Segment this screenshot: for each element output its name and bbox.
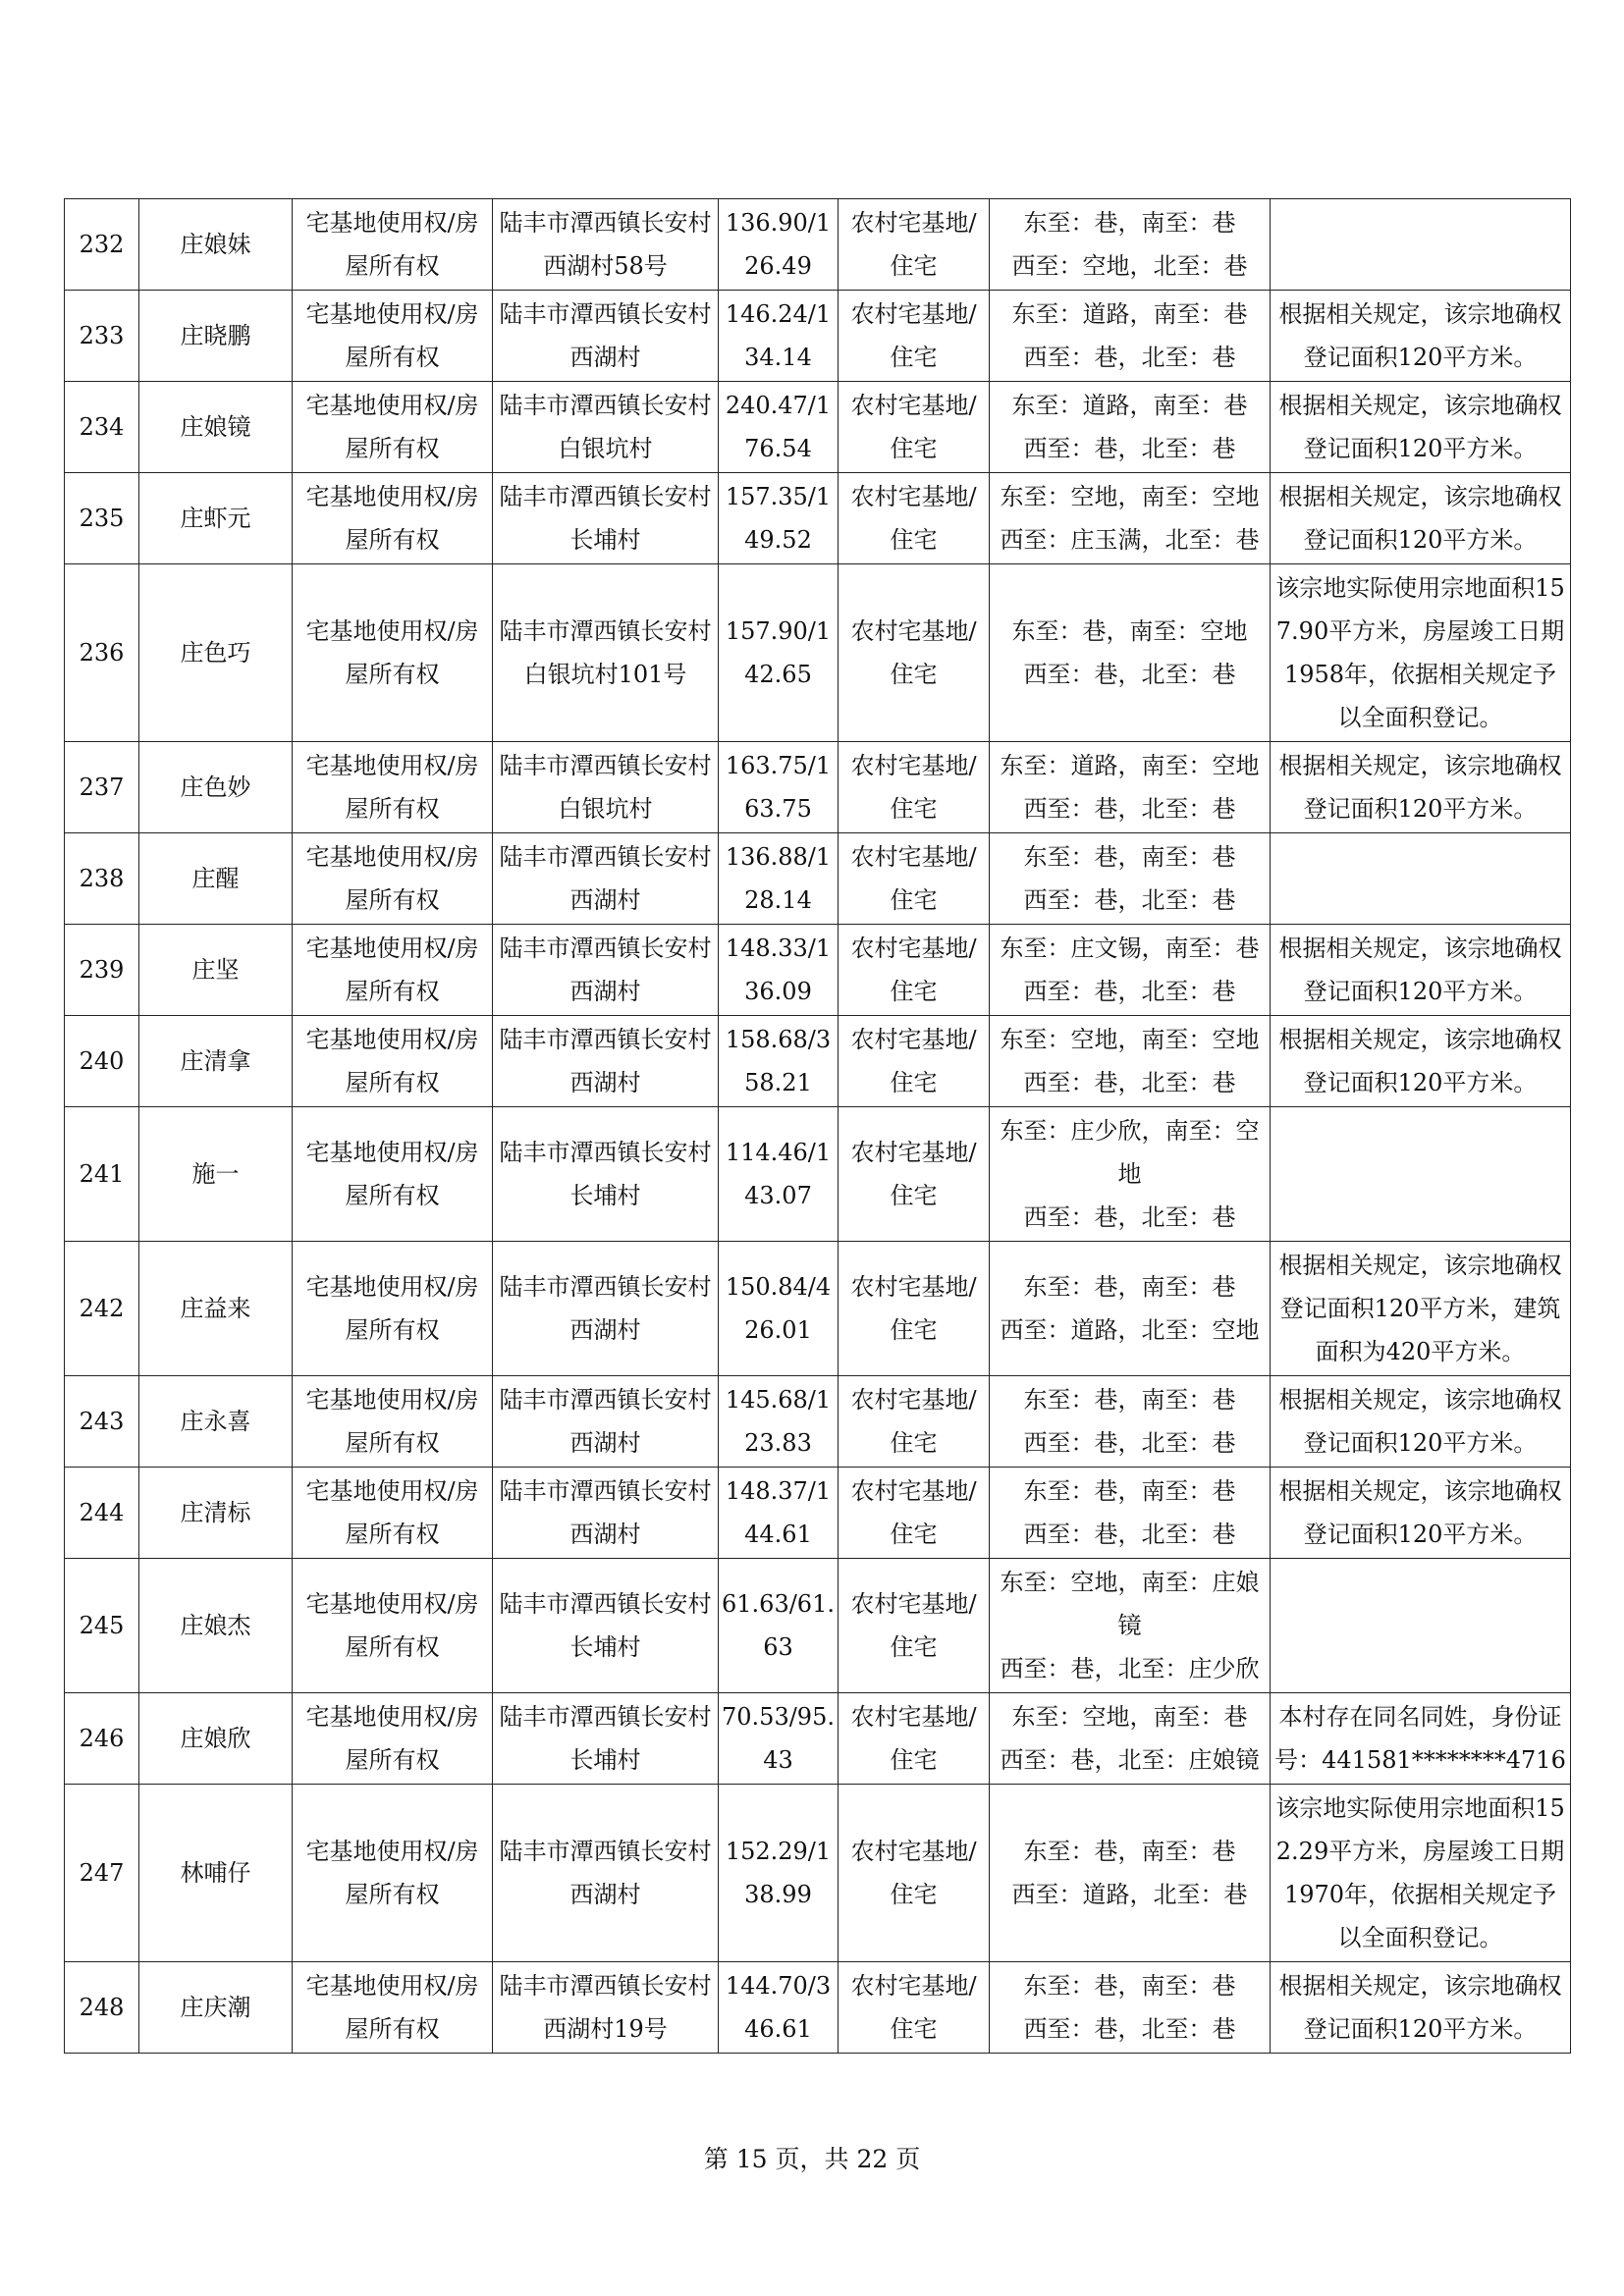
cell-right-type: 宅基地使用权/房屋所有权 xyxy=(293,1559,493,1693)
page-footer xyxy=(0,2145,1624,2174)
boundary-line: 东至：巷，南至：巷 xyxy=(1023,843,1236,871)
boundary-line: 西至：道路，北至：巷 xyxy=(1011,1881,1248,1908)
cell-name: 庄娘欣 xyxy=(139,1693,293,1785)
footer-suffix: 页 xyxy=(895,2145,921,2173)
cell-area: 70.53/95.43 xyxy=(719,1693,839,1785)
cell-boundary xyxy=(990,1242,1271,1376)
cell-remark: 根据相关规定，该宗地确权登记面积120平方米。 xyxy=(1271,1468,1571,1559)
cell-remark: 根据相关规定，该宗地确权登记面积120平方米。 xyxy=(1271,473,1571,564)
cell-number: 248 xyxy=(65,1962,139,2054)
cell-name: 庄娘镜 xyxy=(139,382,293,473)
cell-number: 237 xyxy=(65,742,139,833)
boundary-line: 东至：道路，南至：巷 xyxy=(1011,300,1248,328)
boundary-line: 西至：巷，北至：巷 xyxy=(1023,886,1236,914)
cell-right-type: 宅基地使用权/房屋所有权 xyxy=(293,291,493,382)
table-row xyxy=(65,291,1571,382)
boundary-line: 东至：空地，南至：庄娘镜 xyxy=(1000,1569,1260,1639)
cell-area: 144.70/346.61 xyxy=(719,1962,839,2054)
cell-area: 163.75/163.75 xyxy=(719,742,839,833)
cell-location: 陆丰市潭西镇长安村西湖村 xyxy=(493,291,719,382)
cell-boundary xyxy=(990,1785,1271,1962)
cell-location: 陆丰市潭西镇长安村长埔村 xyxy=(493,1559,719,1693)
table-row xyxy=(65,1376,1571,1468)
cell-boundary xyxy=(990,1376,1271,1468)
cell-use: 农村宅基地/住宅 xyxy=(839,742,990,833)
cell-number: 239 xyxy=(65,925,139,1016)
cell-use: 农村宅基地/住宅 xyxy=(839,1785,990,1962)
footer-total-pages: 22 xyxy=(856,2145,889,2173)
boundary-line: 东至：空地，南至：空地 xyxy=(1000,483,1260,510)
cell-area: 148.37/144.61 xyxy=(719,1468,839,1559)
boundary-line: 西至：巷，北至：巷 xyxy=(1023,1203,1236,1231)
boundary-line: 西至：巷，北至：巷 xyxy=(1023,661,1236,688)
table-row xyxy=(65,473,1571,564)
boundary-line: 西至：巷，北至：巷 xyxy=(1023,1069,1236,1096)
cell-name: 庄色巧 xyxy=(139,564,293,742)
cell-use: 农村宅基地/住宅 xyxy=(839,291,990,382)
cell-remark xyxy=(1271,199,1571,291)
cell-right-type: 宅基地使用权/房屋所有权 xyxy=(293,1962,493,2054)
cell-number: 242 xyxy=(65,1242,139,1376)
cell-number: 243 xyxy=(65,1376,139,1468)
cell-boundary xyxy=(990,199,1271,291)
cell-boundary xyxy=(990,564,1271,742)
cell-right-type: 宅基地使用权/房屋所有权 xyxy=(293,1016,493,1107)
boundary-line: 东至：道路，南至：空地 xyxy=(1000,752,1260,779)
cell-right-type: 宅基地使用权/房屋所有权 xyxy=(293,833,493,925)
cell-remark: 根据相关规定，该宗地确权登记面积120平方米。 xyxy=(1271,1962,1571,2054)
table-row xyxy=(65,1785,1571,1962)
cell-remark: 根据相关规定，该宗地确权登记面积120平方米。 xyxy=(1271,1016,1571,1107)
table-row xyxy=(65,1107,1571,1242)
boundary-line: 东至：巷，南至：巷 xyxy=(1023,209,1236,237)
boundary-line: 东至：空地，南至：巷 xyxy=(1011,1703,1248,1731)
cell-location: 陆丰市潭西镇长安村西湖村 xyxy=(493,1785,719,1962)
table-row xyxy=(65,833,1571,925)
cell-right-type: 宅基地使用权/房屋所有权 xyxy=(293,925,493,1016)
cell-remark: 根据相关规定，该宗地确权登记面积120平方米。 xyxy=(1271,925,1571,1016)
cell-number: 236 xyxy=(65,564,139,742)
table-row xyxy=(65,199,1571,291)
cell-right-type: 宅基地使用权/房屋所有权 xyxy=(293,742,493,833)
cell-name: 庄色妙 xyxy=(139,742,293,833)
cell-right-type: 宅基地使用权/房屋所有权 xyxy=(293,473,493,564)
cell-remark: 根据相关规定，该宗地确权登记面积120平方米。 xyxy=(1271,291,1571,382)
cell-remark xyxy=(1271,1107,1571,1242)
cell-right-type: 宅基地使用权/房屋所有权 xyxy=(293,1376,493,1468)
cell-use: 农村宅基地/住宅 xyxy=(839,199,990,291)
cell-number: 247 xyxy=(65,1785,139,1962)
cell-location: 陆丰市潭西镇长安村西湖村19号 xyxy=(493,1962,719,2054)
cell-right-type: 宅基地使用权/房屋所有权 xyxy=(293,564,493,742)
cell-number: 246 xyxy=(65,1693,139,1785)
boundary-line: 东至：庄少欣，南至：空地 xyxy=(1000,1117,1260,1188)
cell-boundary xyxy=(990,742,1271,833)
cell-location: 陆丰市潭西镇长安村西湖村 xyxy=(493,925,719,1016)
cell-boundary xyxy=(990,1107,1271,1242)
cell-remark: 根据相关规定，该宗地确权登记面积120平方米。 xyxy=(1271,382,1571,473)
cell-use: 农村宅基地/住宅 xyxy=(839,1693,990,1785)
boundary-line: 西至：巷，北至：庄娘镜 xyxy=(1000,1746,1260,1774)
cell-name: 庄娘杰 xyxy=(139,1559,293,1693)
cell-location: 陆丰市潭西镇长安村西湖村58号 xyxy=(493,199,719,291)
cell-number: 233 xyxy=(65,291,139,382)
cell-use: 农村宅基地/住宅 xyxy=(839,473,990,564)
cell-number: 232 xyxy=(65,199,139,291)
cell-name: 庄益来 xyxy=(139,1242,293,1376)
cell-boundary xyxy=(990,382,1271,473)
cell-area: 148.33/136.09 xyxy=(719,925,839,1016)
boundary-line: 东至：庄文锡，南至：巷 xyxy=(1000,934,1260,962)
table-row xyxy=(65,1962,1571,2054)
cell-boundary xyxy=(990,1693,1271,1785)
cell-location: 陆丰市潭西镇长安村白银坑村 xyxy=(493,742,719,833)
cell-boundary xyxy=(990,291,1271,382)
cell-use: 农村宅基地/住宅 xyxy=(839,1962,990,2054)
boundary-line: 西至：巷，北至：巷 xyxy=(1023,978,1236,1005)
cell-boundary xyxy=(990,925,1271,1016)
cell-remark: 本村存在同名同姓，身份证号：441581********4716 xyxy=(1271,1693,1571,1785)
cell-area: 240.47/176.54 xyxy=(719,382,839,473)
cell-use: 农村宅基地/住宅 xyxy=(839,1376,990,1468)
cell-area: 136.88/128.14 xyxy=(719,833,839,925)
boundary-line: 东至：巷，南至：巷 xyxy=(1023,1477,1236,1505)
boundary-line: 东至：巷，南至：巷 xyxy=(1023,1838,1236,1865)
boundary-line: 西至：巷，北至：巷 xyxy=(1023,1429,1236,1457)
cell-name: 庄醒 xyxy=(139,833,293,925)
cell-remark: 根据相关规定，该宗地确权登记面积120平方米，建筑面积为420平方米。 xyxy=(1271,1242,1571,1376)
cell-boundary xyxy=(990,1559,1271,1693)
cell-area: 157.35/149.52 xyxy=(719,473,839,564)
cell-remark: 该宗地实际使用宗地面积157.90平方米，房屋竣工日期1958年，依据相关规定予以全面积登记。 xyxy=(1271,564,1571,742)
cell-location: 陆丰市潭西镇长安村长埔村 xyxy=(493,1107,719,1242)
boundary-line: 东至：巷，南至：巷 xyxy=(1023,1386,1236,1414)
cell-number: 244 xyxy=(65,1468,139,1559)
cell-boundary xyxy=(990,1468,1271,1559)
cell-location: 陆丰市潭西镇长安村西湖村 xyxy=(493,833,719,925)
cell-right-type: 宅基地使用权/房屋所有权 xyxy=(293,1468,493,1559)
cell-number: 238 xyxy=(65,833,139,925)
cell-right-type: 宅基地使用权/房屋所有权 xyxy=(293,1785,493,1962)
table-row xyxy=(65,1242,1571,1376)
cell-remark: 根据相关规定，该宗地确权登记面积120平方米。 xyxy=(1271,742,1571,833)
cell-use: 农村宅基地/住宅 xyxy=(839,1107,990,1242)
cell-area: 158.68/358.21 xyxy=(719,1016,839,1107)
cell-name: 施一 xyxy=(139,1107,293,1242)
boundary-line: 东至：巷，南至：空地 xyxy=(1011,617,1248,645)
cell-number: 235 xyxy=(65,473,139,564)
cell-area: 61.63/61.63 xyxy=(719,1559,839,1693)
cell-location: 陆丰市潭西镇长安村长埔村 xyxy=(493,1693,719,1785)
cell-location: 陆丰市潭西镇长安村西湖村 xyxy=(493,1376,719,1468)
table-row xyxy=(65,1559,1571,1693)
cell-name: 庄晓鹏 xyxy=(139,291,293,382)
cell-area: 157.90/142.65 xyxy=(719,564,839,742)
cell-area: 150.84/426.01 xyxy=(719,1242,839,1376)
table-row xyxy=(65,742,1571,833)
cell-name: 庄清拿 xyxy=(139,1016,293,1107)
footer-prefix: 第 xyxy=(703,2145,729,2173)
cell-number: 234 xyxy=(65,382,139,473)
boundary-line: 西至：巷，北至：巷 xyxy=(1023,795,1236,823)
boundary-line: 西至：巷，北至：巷 xyxy=(1023,1521,1236,1548)
cell-use: 农村宅基地/住宅 xyxy=(839,833,990,925)
cell-name: 庄坚 xyxy=(139,925,293,1016)
table-row xyxy=(65,1016,1571,1107)
cell-location: 陆丰市潭西镇长安村白银坑村 xyxy=(493,382,719,473)
boundary-line: 东至：空地，南至：空地 xyxy=(1000,1026,1260,1053)
cell-location: 陆丰市潭西镇长安村长埔村 xyxy=(493,473,719,564)
boundary-line: 西至：巷，北至：巷 xyxy=(1023,435,1236,462)
cell-number: 240 xyxy=(65,1016,139,1107)
table-row xyxy=(65,382,1571,473)
cell-remark: 该宗地实际使用宗地面积152.29平方米，房屋竣工日期1970年，依据相关规定予以全面积登记。 xyxy=(1271,1785,1571,1962)
cell-location: 陆丰市潭西镇长安村西湖村 xyxy=(493,1242,719,1376)
cell-right-type: 宅基地使用权/房屋所有权 xyxy=(293,1107,493,1242)
cell-use: 农村宅基地/住宅 xyxy=(839,382,990,473)
table-row xyxy=(65,1468,1571,1559)
boundary-line: 西至：庄玉满，北至：巷 xyxy=(1000,526,1260,554)
cell-location: 陆丰市潭西镇长安村白银坑村101号 xyxy=(493,564,719,742)
table-row xyxy=(65,564,1571,742)
cell-area: 145.68/123.83 xyxy=(719,1376,839,1468)
cell-right-type: 宅基地使用权/房屋所有权 xyxy=(293,1242,493,1376)
boundary-line: 东至：道路，南至：巷 xyxy=(1011,392,1248,419)
boundary-line: 东至：巷，南至：巷 xyxy=(1023,1972,1236,2000)
table-row xyxy=(65,1693,1571,1785)
cell-right-type: 宅基地使用权/房屋所有权 xyxy=(293,382,493,473)
cell-use: 农村宅基地/住宅 xyxy=(839,564,990,742)
cell-remark xyxy=(1271,1559,1571,1693)
cell-use: 农村宅基地/住宅 xyxy=(839,925,990,1016)
footer-page-number: 15 xyxy=(735,2145,768,2173)
table-body xyxy=(65,199,1571,2054)
cell-name: 庄永喜 xyxy=(139,1376,293,1468)
cell-boundary xyxy=(990,1016,1271,1107)
cell-location: 陆丰市潭西镇长安村西湖村 xyxy=(493,1016,719,1107)
record-table xyxy=(64,198,1571,2054)
cell-use: 农村宅基地/住宅 xyxy=(839,1016,990,1107)
cell-right-type: 宅基地使用权/房屋所有权 xyxy=(293,199,493,291)
cell-right-type: 宅基地使用权/房屋所有权 xyxy=(293,1693,493,1785)
cell-name: 庄虾元 xyxy=(139,473,293,564)
cell-area: 146.24/134.14 xyxy=(719,291,839,382)
cell-use: 农村宅基地/住宅 xyxy=(839,1468,990,1559)
cell-remark: 根据相关规定，该宗地确权登记面积120平方米。 xyxy=(1271,1376,1571,1468)
cell-number: 245 xyxy=(65,1559,139,1693)
boundary-line: 西至：道路，北至：空地 xyxy=(1000,1316,1260,1344)
cell-boundary xyxy=(990,473,1271,564)
boundary-line: 西至：巷，北至：巷 xyxy=(1023,344,1236,371)
cell-location: 陆丰市潭西镇长安村西湖村 xyxy=(493,1468,719,1559)
cell-name: 庄庆潮 xyxy=(139,1962,293,2054)
boundary-line: 东至：巷，南至：巷 xyxy=(1023,1273,1236,1301)
cell-area: 136.90/126.49 xyxy=(719,199,839,291)
cell-remark xyxy=(1271,833,1571,925)
cell-name: 庄娘妹 xyxy=(139,199,293,291)
cell-area: 114.46/143.07 xyxy=(719,1107,839,1242)
cell-name: 林哺仔 xyxy=(139,1785,293,1962)
cell-use: 农村宅基地/住宅 xyxy=(839,1559,990,1693)
footer-mid: 页，共 xyxy=(775,2145,849,2173)
cell-area: 152.29/138.99 xyxy=(719,1785,839,1962)
cell-boundary xyxy=(990,1962,1271,2054)
boundary-line: 西至：巷，北至：庄少欣 xyxy=(1000,1655,1260,1682)
table-row xyxy=(65,925,1571,1016)
cell-name: 庄清标 xyxy=(139,1468,293,1559)
cell-boundary xyxy=(990,833,1271,925)
boundary-line: 西至：巷，北至：巷 xyxy=(1023,2015,1236,2043)
boundary-line: 西至：空地，北至：巷 xyxy=(1011,252,1248,280)
cell-number: 241 xyxy=(65,1107,139,1242)
cell-use: 农村宅基地/住宅 xyxy=(839,1242,990,1376)
